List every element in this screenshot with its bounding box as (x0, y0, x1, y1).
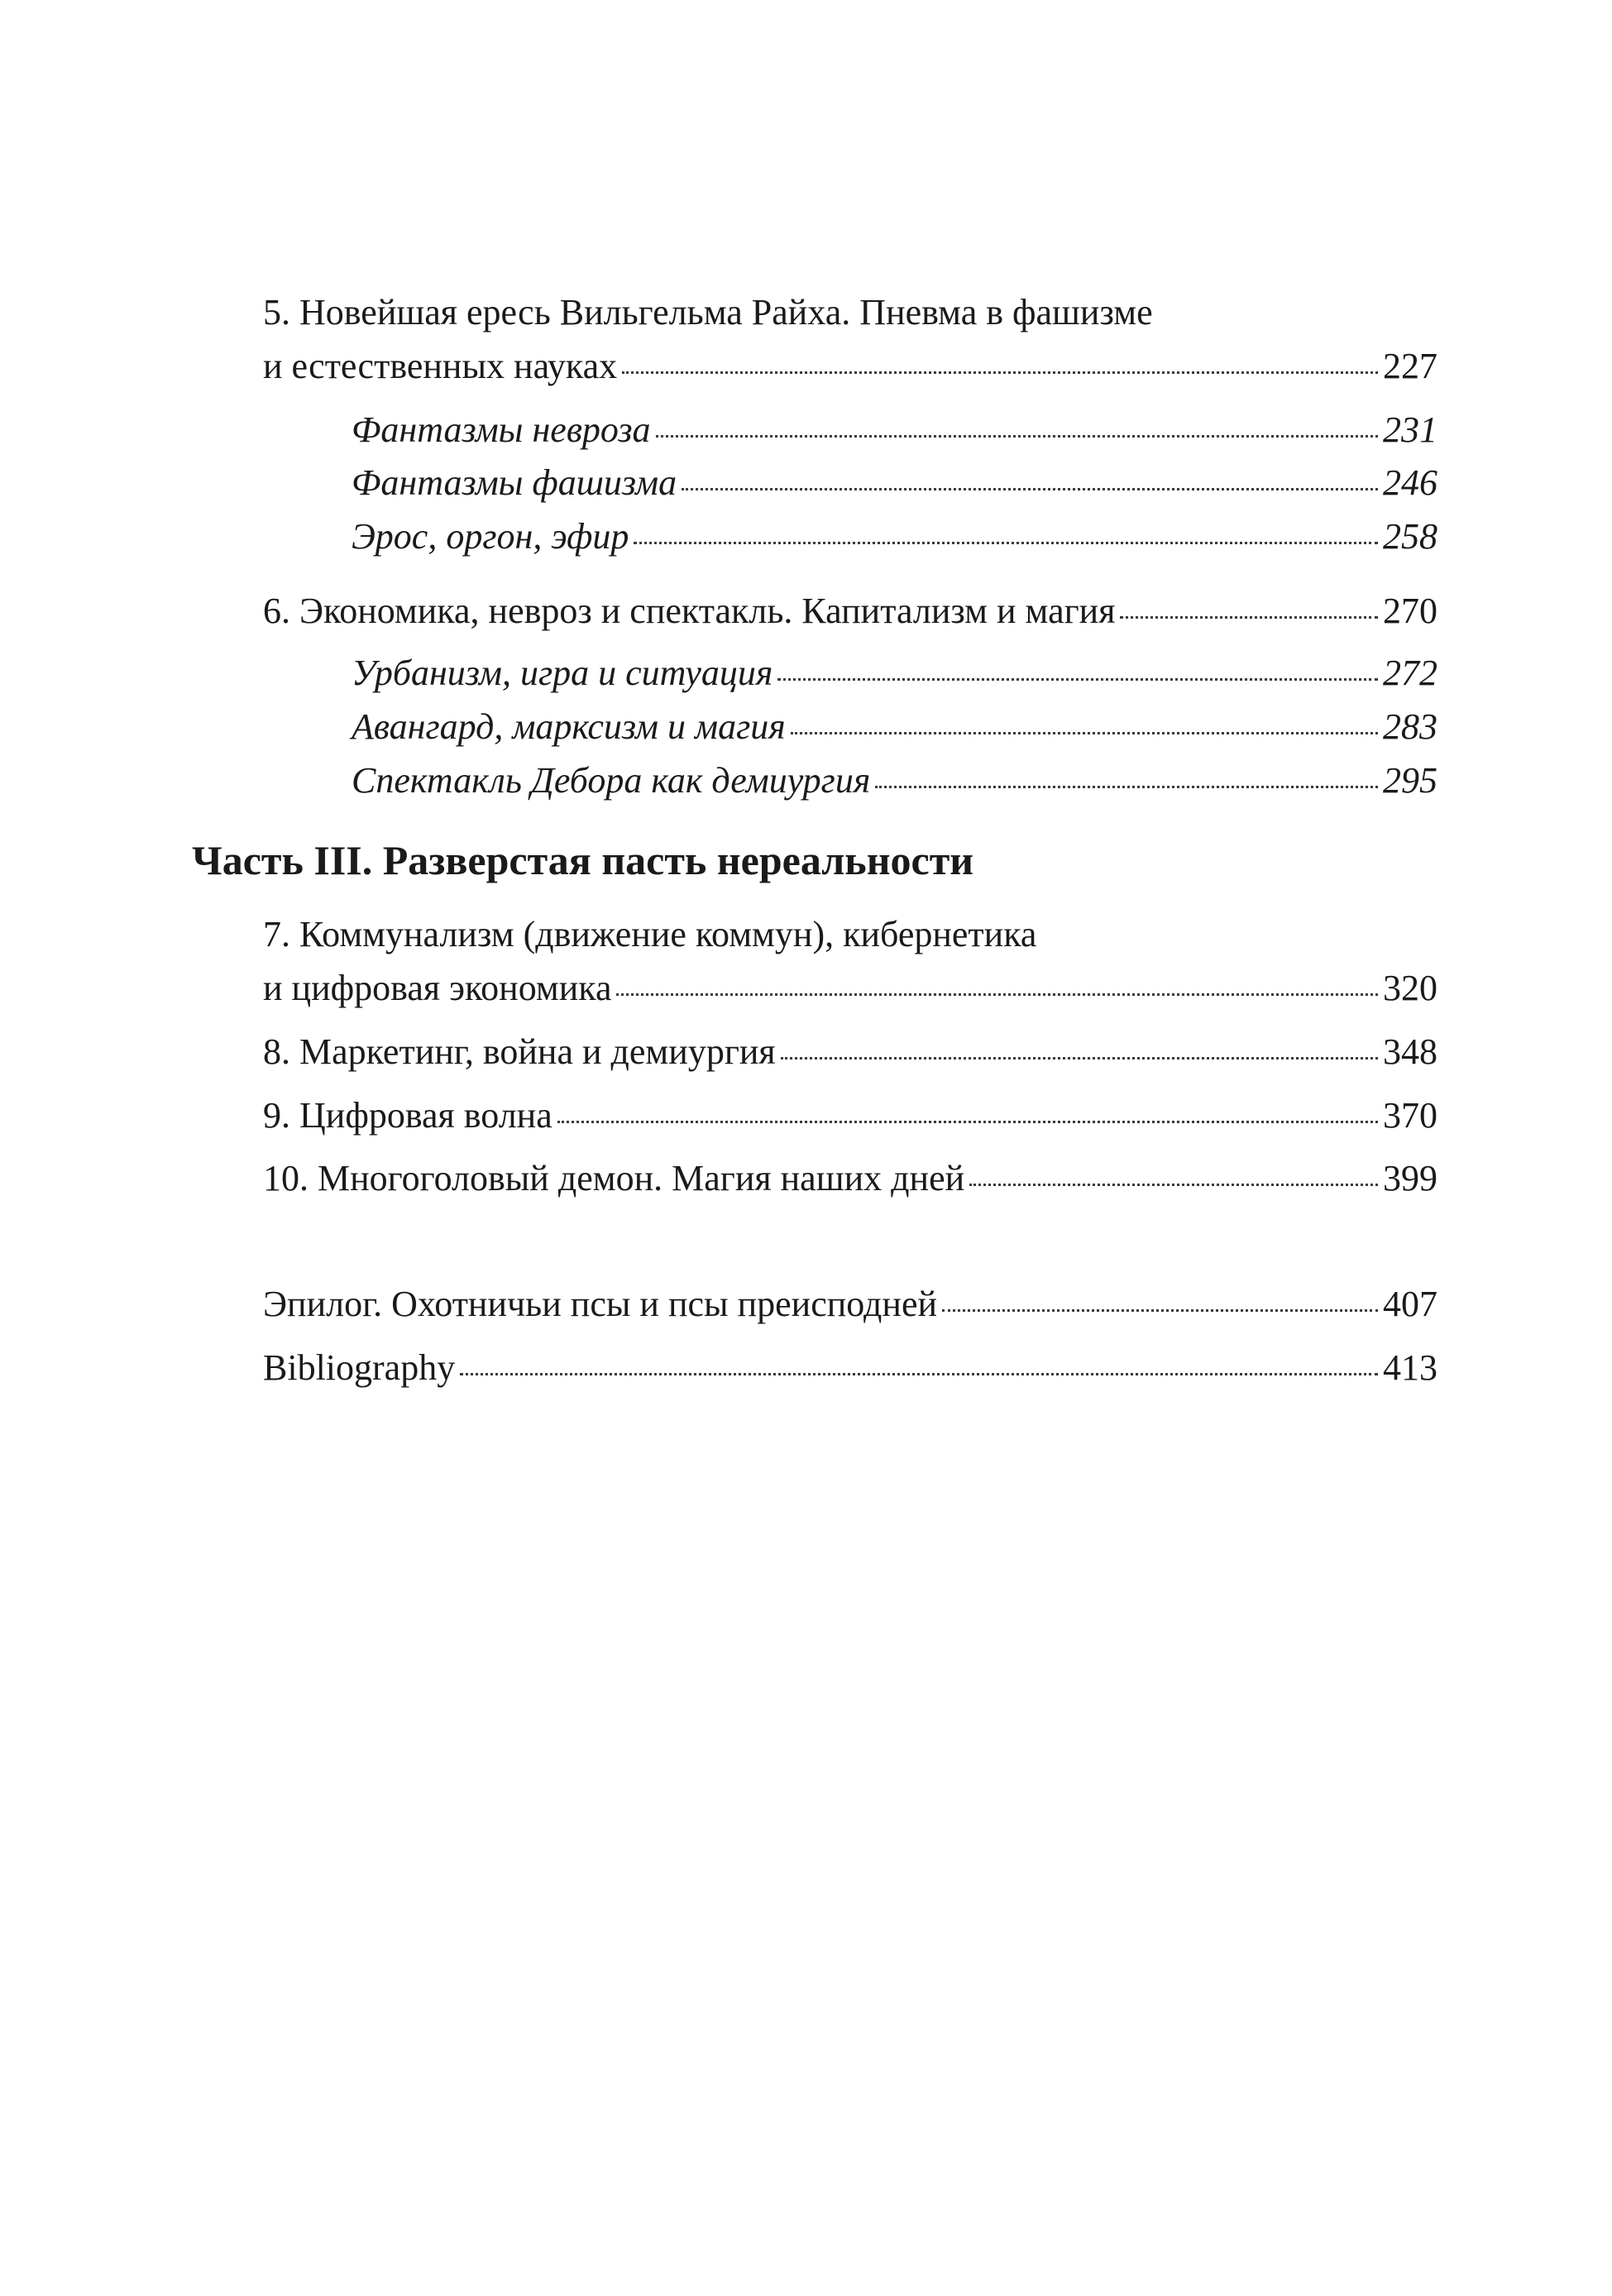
section-page: 258 (1383, 516, 1437, 557)
toc-entry-chapter-8[interactable] (263, 1031, 1437, 1072)
chapter-6-title: 6. Экономика, невроз и спектакль. Капитализм и магия (263, 591, 1116, 631)
chapter-5-page: 227 (1383, 346, 1437, 386)
chapter-9-page: 370 (1383, 1095, 1437, 1136)
dot-leader (622, 371, 1378, 374)
chapter-7-page: 320 (1383, 968, 1437, 1008)
section-page: 231 (1383, 409, 1437, 450)
dot-leader (875, 786, 1378, 788)
dot-leader (781, 1057, 1378, 1060)
toc-entry-section[interactable] (352, 462, 1437, 503)
toc-entry-section[interactable] (352, 760, 1437, 801)
dot-leader (460, 1373, 1378, 1375)
section-title: Урбанизм, игра и ситуация (352, 653, 773, 693)
section-page: 246 (1383, 462, 1437, 503)
chapter-9-title: 9. Цифровая волна (263, 1095, 552, 1136)
dot-leader (634, 542, 1378, 544)
chapter-5-title-line1: 5. Новейшая ересь Вильгельма Райха. Пневма в фашизме (263, 292, 1153, 332)
toc-entry-chapter-10[interactable] (263, 1160, 1437, 1197)
dot-leader (791, 732, 1378, 734)
toc-entry-chapter-9[interactable] (263, 1095, 1437, 1136)
section-page: 283 (1383, 706, 1437, 747)
dot-leader (682, 488, 1378, 490)
toc-entry-chapter-6[interactable] (263, 593, 1437, 629)
bibliography-page: 413 (1383, 1347, 1437, 1388)
toc-entry-chapter-5[interactable] (263, 348, 1437, 385)
dot-leader (969, 1184, 1378, 1186)
dot-leader (942, 1309, 1378, 1312)
chapter-7-title-line2: и цифровая экономика (263, 968, 612, 1008)
chapter-5-title-line2: и естественных науках (263, 346, 618, 386)
section-page: 272 (1383, 653, 1437, 693)
dot-leader (656, 435, 1378, 438)
dot-leader (777, 678, 1378, 681)
toc-entry-chapter-7[interactable] (263, 970, 1437, 1007)
section-page: 295 (1383, 760, 1437, 801)
chapter-6-page: 270 (1383, 591, 1437, 631)
bibliography-title: Bibliography (263, 1347, 456, 1388)
section-title: Эрос, оргон, эфир (352, 516, 629, 557)
chapter-8-page: 348 (1383, 1031, 1437, 1072)
toc-entry-section[interactable] (352, 516, 1437, 557)
chapter-8-title: 8. Маркетинг, война и демиургия (263, 1031, 776, 1072)
chapter-10-title: 10. Многоголовый демон. Магия наших дней (263, 1158, 965, 1198)
epilogue-title: Эпилог. Охотничьи псы и псы преисподней (263, 1284, 938, 1324)
dot-leader (1120, 616, 1378, 619)
part-3-heading: Часть III. Разверстая пасть нереальности (192, 837, 974, 883)
toc-entry-section[interactable] (352, 706, 1437, 747)
section-title: Фантазмы невроза (352, 409, 651, 450)
toc-entry-epilogue[interactable] (263, 1286, 1437, 1323)
chapter-7-title-line1: 7. Коммунализм (движение коммун), кибернетика (263, 914, 1037, 954)
section-title: Авангард, марксизм и магия (352, 706, 786, 747)
epilogue-page: 407 (1383, 1284, 1437, 1324)
toc-entry-section[interactable] (352, 409, 1437, 450)
dot-leader (616, 993, 1378, 996)
toc-entry-section[interactable] (352, 655, 1437, 691)
section-title: Спектакль Дебора как демиургия (352, 760, 871, 801)
toc-entry-bibliography[interactable] (263, 1347, 1437, 1388)
section-title: Фантазмы фашизма (352, 462, 677, 503)
dot-leader (557, 1121, 1378, 1123)
chapter-10-page: 399 (1383, 1158, 1437, 1198)
